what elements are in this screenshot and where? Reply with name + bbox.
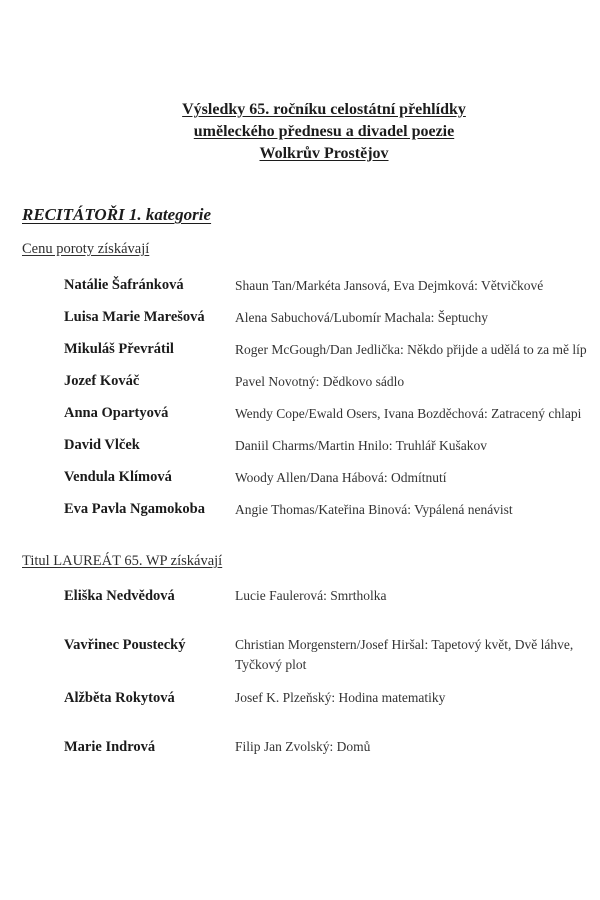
section-laureate — [22, 552, 582, 757]
entry-work: Alena Sabuchová/Lubomír Machala: Šeptuchy — [235, 310, 489, 325]
title-line: uměleckého přednesu a divadel poezie — [193, 123, 455, 140]
entry-name: Jozef Kováč — [64, 373, 140, 389]
entry-row — [22, 372, 582, 391]
entry-row — [22, 404, 582, 423]
title-line: Výsledky 65. ročníku celostátní přehlídky — [182, 101, 466, 118]
entry-work: Josef K. Plzeňský: Hodina matematiky — [235, 690, 446, 705]
entry-work: Filip Jan Zvolský: Domů — [235, 739, 371, 754]
entry-work: Wendy Cope/Ewald Osers, Ivana Bozděchová: Zatracený chlapi — [235, 406, 582, 421]
entry-row — [22, 276, 582, 295]
entry-row — [22, 308, 582, 327]
entry-name: Vavřinec Poustecký — [64, 637, 186, 653]
entry-name: Anna Opartyová — [64, 405, 169, 421]
section-jury-prize — [22, 240, 587, 519]
section-heading: Cenu poroty získávají — [22, 241, 150, 257]
entry-work: Roger McGough/Dan Jedlička: Někdo přijde a udělá to za mě líp — [235, 342, 587, 357]
entry-work: Angie Thomas/Kateřina Binová: Vypálená nenávist — [235, 502, 513, 517]
entry-row — [22, 586, 582, 606]
entry-work: Woody Allen/Dana Hábová: Odmítnutí — [235, 470, 447, 485]
entry-work: Shaun Tan/Markéta Jansová, Eva Dejmková: Větvičkové — [235, 278, 544, 293]
entry-name: Luisa Marie Marešová — [64, 309, 205, 325]
entry-name: Eliška Nedvědová — [64, 588, 175, 604]
entry-work: Lucie Faulerová: Smrtholka — [235, 588, 387, 603]
document-title — [44, 99, 600, 165]
entry-row — [22, 737, 582, 757]
entry-name: Alžběta Rokytová — [64, 690, 175, 706]
entry-name: Vendula Klímová — [64, 469, 172, 485]
entry-name: Eva Pavla Ngamokoba — [64, 501, 205, 517]
entry-work: Christian Morgenstern/Josef Hiršal: Tapetový květ, Dvě láhve, Tyčkový plot — [235, 637, 574, 672]
entry-row — [22, 500, 582, 519]
entry-row — [22, 688, 582, 708]
entry-work: Pavel Novotný: Dědkovo sádlo — [235, 374, 405, 389]
category-heading: RECITÁTOŘI 1. kategorie — [22, 205, 212, 224]
title-line: Wolkrův Prostějov — [259, 145, 389, 162]
entry-row — [22, 340, 587, 359]
entry-list — [22, 586, 582, 757]
entry-list — [22, 276, 587, 519]
entry-work: Daniil Charms/Martin Hnilo: Truhlář Kušakov — [235, 438, 487, 453]
entry-row — [22, 436, 582, 455]
entry-name: Mikuláš Převrátil — [64, 341, 174, 357]
section-heading: Titul LAUREÁT 65. WP získávají — [22, 553, 223, 569]
entry-name: Natálie Šafránková — [64, 277, 184, 293]
entry-row — [22, 635, 582, 675]
entry-row — [22, 468, 582, 487]
entry-name: Marie Indrová — [64, 739, 156, 755]
entry-name: David Vlček — [64, 437, 140, 453]
